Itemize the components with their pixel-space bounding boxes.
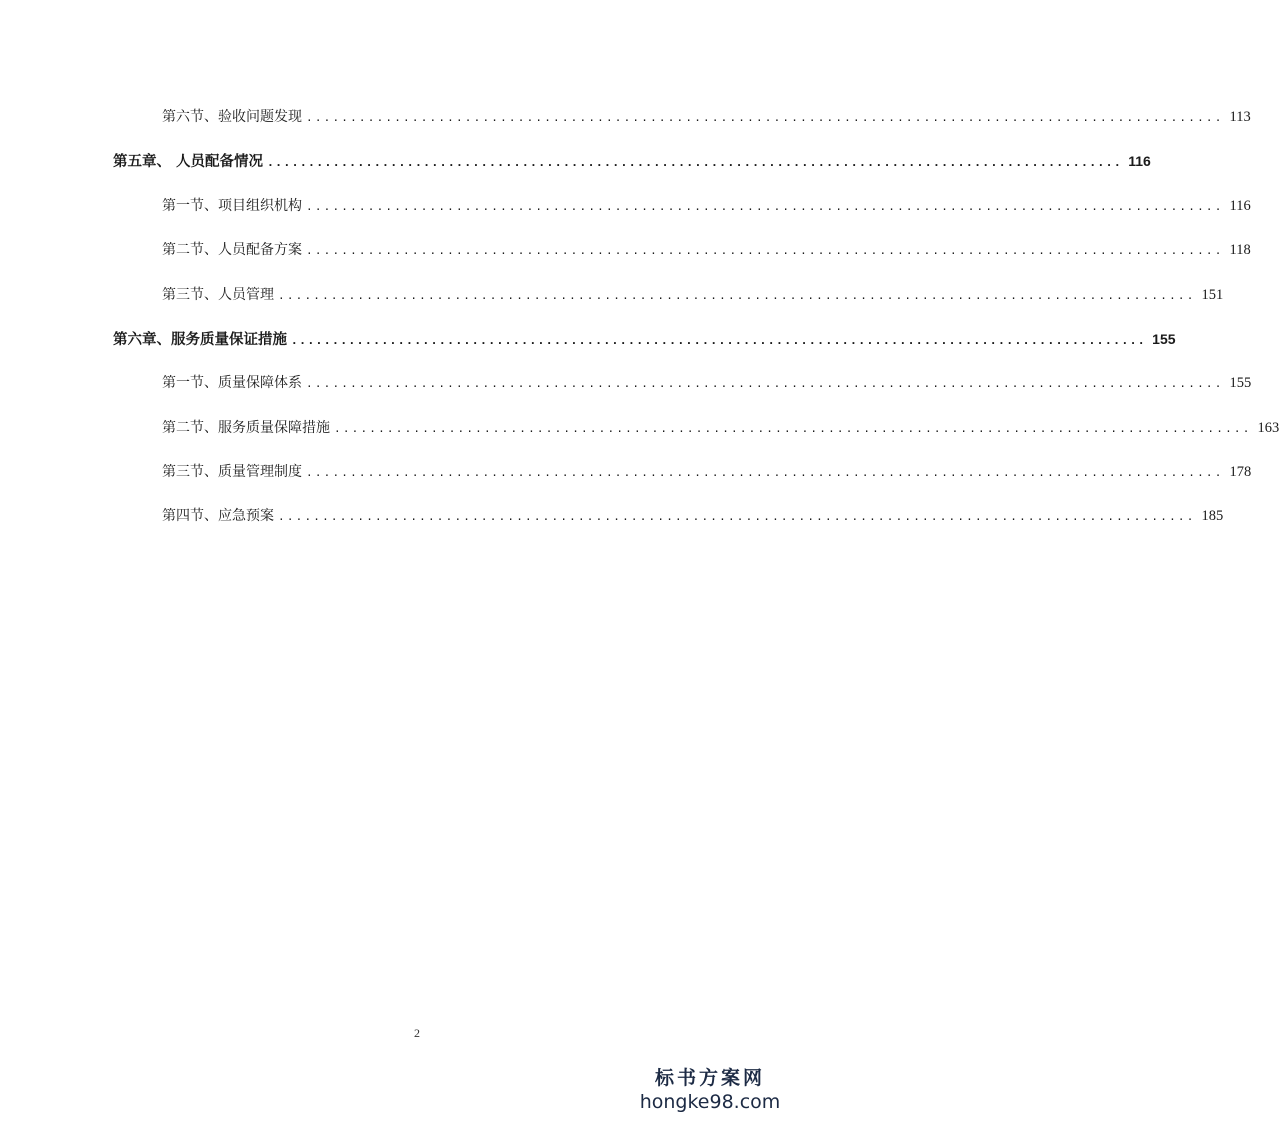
toc-entry[interactable] (162, 238, 1251, 262)
toc-entry[interactable] (162, 283, 1224, 307)
toc-entry-page: 155 (1152, 331, 1176, 347)
toc-entry-page: 116 (1128, 153, 1151, 169)
toc-entry[interactable] (162, 371, 1252, 395)
toc-entry[interactable] (162, 105, 1251, 129)
toc-chapter-entry[interactable] (113, 149, 1151, 173)
toc-entry[interactable] (162, 194, 1251, 218)
toc-entry-label: 第三节、人员管理 (162, 287, 274, 303)
toc-entry[interactable] (162, 460, 1252, 484)
toc-entry-label: 第一节、质量保障体系 (162, 375, 302, 391)
watermark-title: 标书方案网 (654, 1067, 765, 1089)
dot-leader: ........................................................................................................ (291, 334, 1147, 347)
toc-entry-label: 第六章、服务质量保证措施 (113, 331, 287, 348)
dot-leader: ........................................................................................................ (278, 289, 1196, 302)
toc-entry-page: 113 (1229, 109, 1251, 125)
toc-entry-page: 155 (1229, 375, 1252, 391)
toc-entry-label: 第三节、质量管理制度 (162, 464, 302, 480)
dot-leader: ........................................................................................................ (306, 111, 1224, 124)
toc-entry-label: 第二节、服务质量保障措施 (162, 420, 330, 436)
toc-entry-page: 116 (1229, 198, 1251, 214)
dot-leader: ........................................................................................................ (306, 466, 1224, 479)
watermark-url: hongke98.com (639, 1091, 781, 1113)
toc-entry-page: 178 (1229, 464, 1252, 480)
toc-entry[interactable] (162, 504, 1224, 528)
dot-leader: ........................................................................................................ (306, 244, 1224, 257)
toc-entry-page: 151 (1201, 287, 1224, 303)
dot-leader: ........................................................................................................ (278, 510, 1196, 523)
dot-leader: ........................................................................................................ (334, 422, 1252, 435)
toc-entry[interactable] (162, 416, 1279, 440)
toc-entry-page: 163 (1257, 420, 1279, 436)
toc-entry-label: 第六节、验收问题发现 (162, 109, 302, 125)
page-number: 2 (414, 1026, 420, 1040)
dot-leader: ........................................................................................................ (306, 377, 1224, 390)
toc-entry-label: 第五章、 人员配备情况 (113, 153, 264, 170)
dot-leader: ........................................................................................................ (267, 156, 1123, 169)
toc-entry-page: 118 (1229, 242, 1251, 258)
toc-chapter-entry[interactable] (113, 327, 1176, 351)
toc-entry-label: 第一节、项目组织机构 (162, 198, 302, 214)
dot-leader: ........................................................................................................ (306, 200, 1224, 213)
watermark-logo (635, 1066, 785, 1114)
toc-entry-label: 第二节、人员配备方案 (162, 242, 302, 258)
toc-entry-page: 185 (1201, 508, 1224, 524)
toc-entry-label: 第四节、应急预案 (162, 508, 274, 524)
